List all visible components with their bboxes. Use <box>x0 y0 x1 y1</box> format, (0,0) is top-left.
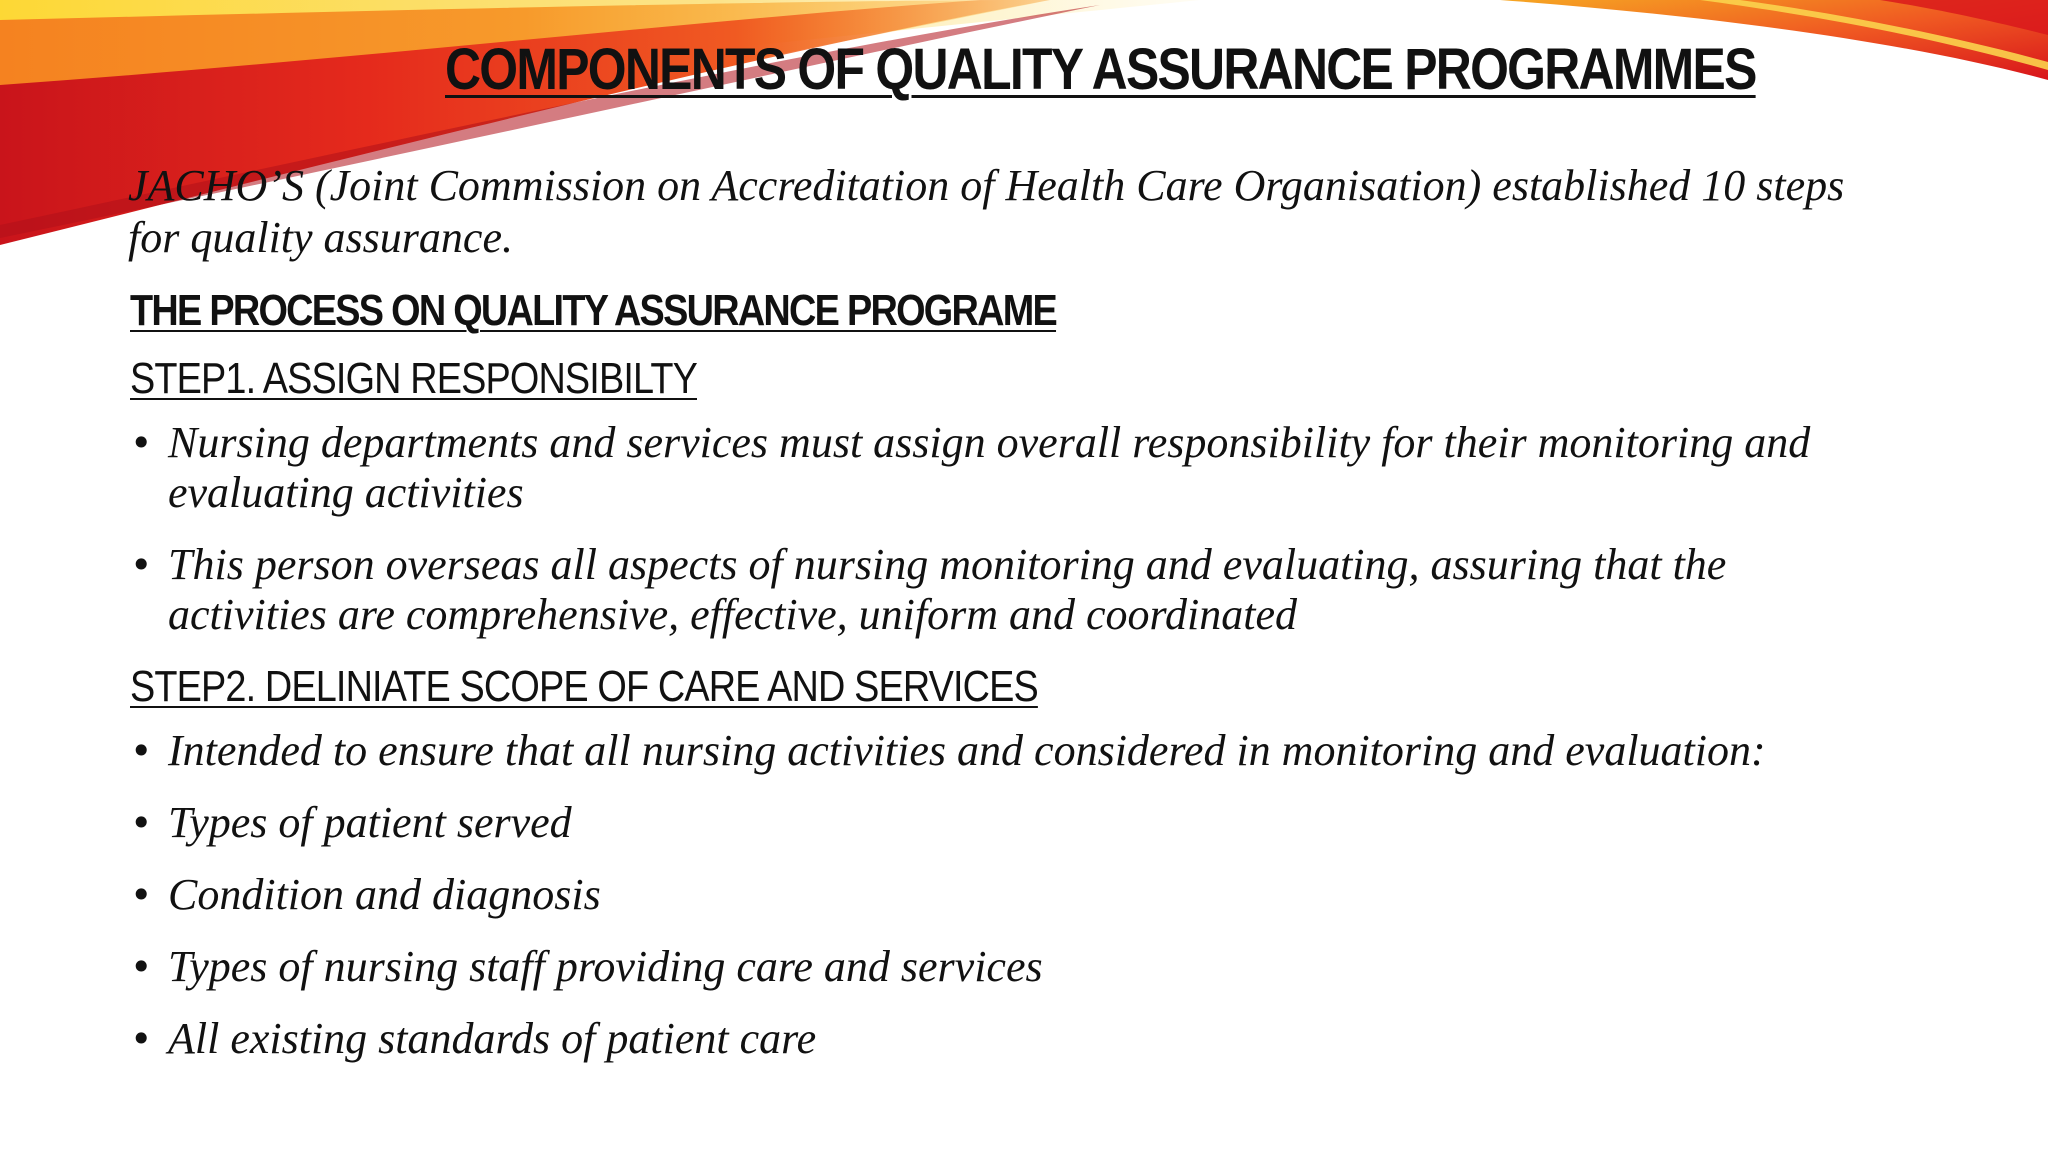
intro-paragraph: JACHO’S (Joint Commission on Accreditation of Health Care Organisation) established 10 steps for quality assurance. <box>128 161 1845 262</box>
slide-title: COMPONENTS OF QUALITY ASSURANCE PROGRAMMES <box>445 37 1756 102</box>
list-item: • Types of patient served <box>128 798 1888 848</box>
list-item: • Condition and diagnosis <box>128 870 1888 920</box>
step2-bullet-list <box>128 726 1888 1064</box>
process-heading: THE PROCESS ON QUALITY ASSURANCE PROGRAME <box>130 286 1057 335</box>
slide-content <box>128 160 1888 1086</box>
step1-heading: STEP1. ASSIGN RESPONSIBILTY <box>130 354 697 403</box>
list-item: • Intended to ensure that all nursing activities and considered in monitoring and evaluation: <box>128 726 1888 776</box>
step1-bullet-list <box>128 418 1888 640</box>
list-item: • Types of nursing staff providing care and services <box>128 942 1888 992</box>
step2-heading: STEP2. DELINIATE SCOPE OF CARE AND SERVICES <box>130 662 1038 711</box>
list-item: • Nursing departments and services must assign overall responsibility for their monitoring and evaluating activities <box>128 418 1888 518</box>
list-item: • All existing standards of patient care <box>128 1014 1888 1064</box>
list-item: • This person overseas all aspects of nursing monitoring and evaluating, assuring that the activities are comprehensive, effective, uniform and coordinated <box>128 540 1888 640</box>
